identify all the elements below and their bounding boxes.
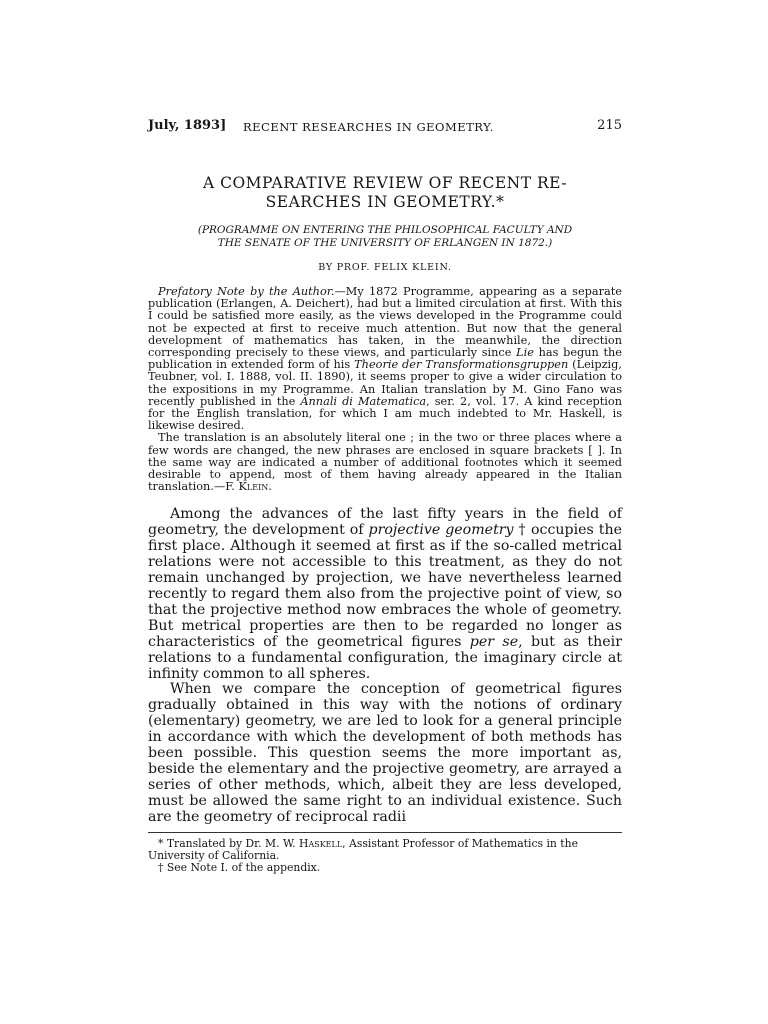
prefatory-text: , ser. 2, vol. 17. A kind reception for the English translation, for which I am much indebted to Mr. Haskell, is likewise desired.: [148, 394, 622, 433]
main-text-run: Among the advances of the last fifty years in the field of geometry, the development of: [148, 506, 622, 539]
main-text-run: occupies the first place. Although it seemed at first as if the so-called metrical relations were not accessible to this treatment, as they do not remain unchanged by projection, we have nevertheless learned recently to regard them also from the projective point of view, so that the projective method now embraces the whole of geometry. But metrical properties are then to be regarded no longer as characteristics of the geometrical figures: [148, 522, 622, 650]
running-title: RECENT RESEARCHES IN GEOMETRY.: [243, 120, 494, 134]
footnote-marker-dagger: †: [513, 522, 531, 539]
prefatory-text: The translation is an absolutely literal one ; in the two or three places where a few words are changed, the new phrases are enclosed in square brackets [ ]. In the same way are indicated a number of additional footnotes which it seemed desirable to append, most of them having already appeared in the Italian translation.—F.: [148, 431, 622, 494]
prefatory-annali: Annali di Matematica: [300, 394, 427, 408]
main-text: [148, 507, 622, 825]
footnote-text: , Assistant Professor of Mathematics in the University of California.: [148, 836, 578, 862]
prefatory-note: [148, 286, 622, 493]
per-se-emphasis: per se: [469, 633, 519, 650]
prefatory-signature: Klein.: [238, 480, 272, 494]
footnote-translator-name: Haskell: [299, 836, 343, 850]
prefatory-paragraph-2: [148, 432, 622, 493]
article-subtitle: [148, 224, 622, 250]
prefatory-lie: Lie: [516, 346, 534, 360]
main-paragraph-2: When we compare the conception of geometrical figures gradually obtained in this way with the notions of ordinary (elementary) geometry, we are led to look for a general principle in accordance with which the development of both methods has been possible. This question seems the more important as, beside the elementary and the projective geometry, are arrayed a series of other methods, which, albeit they are less developed, must be allowed the same right to an individual existence. Such are the geometry of reciprocal radii: [148, 681, 622, 825]
prefatory-paragraph-1: [148, 286, 622, 432]
author-byline: BY PROF. FELIX KLEIN.: [318, 262, 452, 273]
issue-date: July, 1893]: [148, 118, 227, 133]
prefatory-theorie: Theorie der Transformationsgruppen: [354, 358, 569, 372]
article-title-line-1: A COMPARATIVE REVIEW OF RECENT RE-: [202, 174, 568, 192]
footnote-1: [148, 838, 622, 862]
article-title-line-2: SEARCHES IN GEOMETRY.*: [265, 193, 505, 211]
running-head: [148, 118, 622, 138]
main-text-run: , but as their relations to a fundamental configuration, the imaginary circle at infinity common to all spheres.: [148, 633, 622, 682]
main-paragraph-1: [148, 507, 622, 682]
article-title: [148, 174, 622, 212]
journal-page: [148, 118, 622, 874]
prefatory-lead: Prefatory Note by the Author.: [158, 285, 335, 298]
footnote-2: † See Note I. of the appendix.: [158, 860, 321, 874]
prefatory-text: —My 1872 Programme, appearing as a separate publication (Erlangen, A. Deichert), had but a limited circulation at first. With this I could be satisfied more easily, as the views developed in the Programme could not be expected at first to receive much attention. But now that the general development of mathematics has taken, in the meanwhile, the direction corresponding precisely to these views, and particularly since: [148, 285, 622, 360]
projective-geometry-emphasis: projective geometry: [368, 522, 514, 539]
footnotes: [148, 838, 622, 874]
footnote-text: * Translated by Dr. M. W.: [158, 836, 300, 850]
prefatory-text: has begun the publication in extended form of his: [148, 346, 622, 372]
article-subtitle-line-2: THE SENATE OF THE UNIVERSITY OF ERLANGEN IN 1872.): [217, 237, 553, 249]
article-subtitle-line-1: (PROGRAMME ON ENTERING THE PHILOSOPHICAL FACULTY AND: [197, 224, 573, 236]
footnote-rule: [148, 832, 622, 833]
prefatory-text: (Leipzig, Teubner, vol. I. 1888, vol. II. 1890), it seems proper to give a wider circulation to the expositions in my Programme. An Italian translation by M. Gino Fano was recently published in the: [148, 358, 622, 408]
page-number: 215: [597, 118, 622, 133]
